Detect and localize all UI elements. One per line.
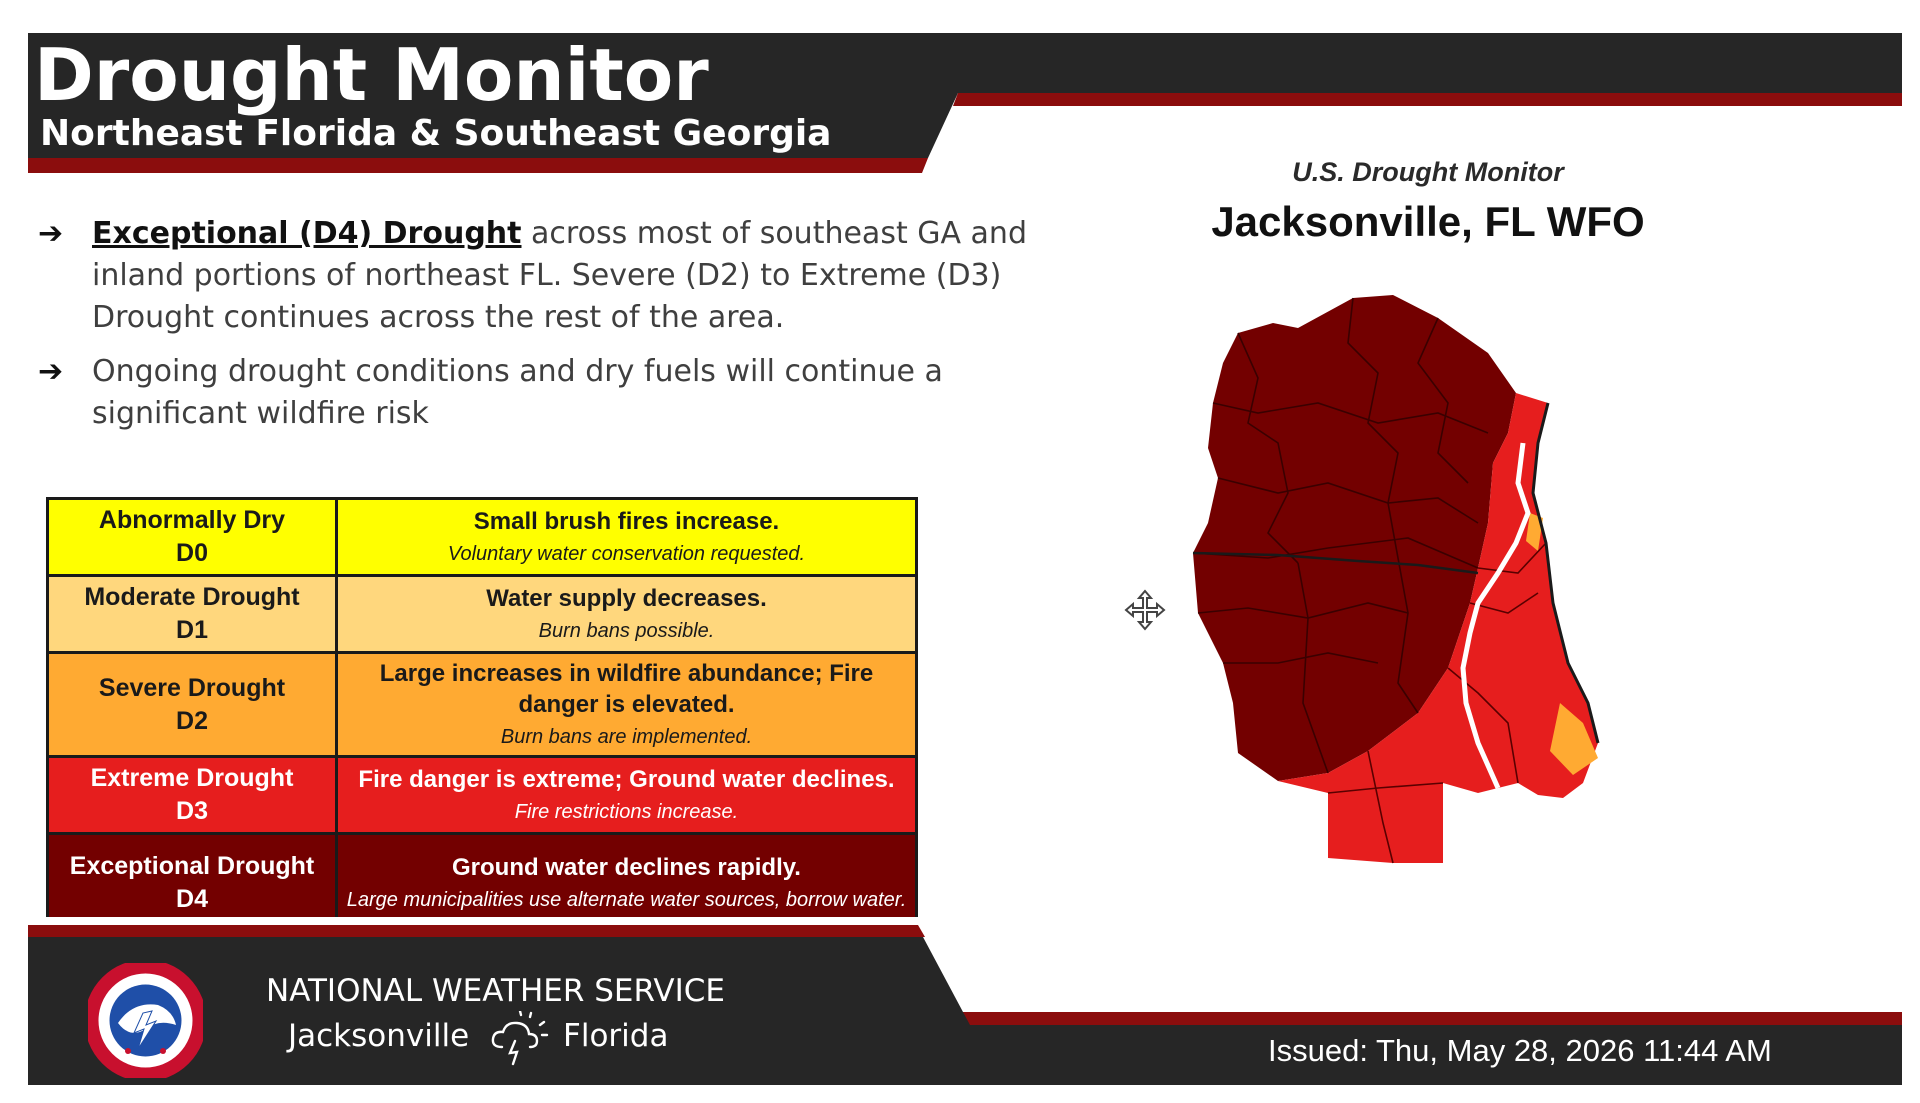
impact-effect: Fire danger is extreme; Ground water declines. bbox=[358, 766, 895, 793]
table-row bbox=[48, 757, 917, 834]
impact-cell bbox=[337, 653, 917, 757]
map-title: Jacksonville, FL WFO bbox=[1211, 198, 1645, 245]
category-name: Extreme Drought bbox=[90, 764, 294, 792]
impact-cell bbox=[337, 576, 917, 653]
office-city: Jacksonville bbox=[288, 1018, 470, 1054]
impact-note: Voluntary water conservation requested. bbox=[447, 543, 806, 565]
org-name: NATIONAL WEATHER SERVICE bbox=[266, 973, 725, 1009]
drought-category-table bbox=[46, 497, 918, 934]
category-name: Moderate Drought bbox=[84, 583, 300, 611]
impact-effect: Large increases in wildfire abundance; Fire danger is elevated. bbox=[379, 660, 874, 718]
thunderstorm-icon bbox=[488, 1011, 550, 1067]
impact-note: Burn bans possible. bbox=[538, 620, 715, 642]
category-code: D1 bbox=[176, 616, 208, 644]
category-code: D3 bbox=[176, 797, 208, 825]
move-cursor-icon[interactable] bbox=[1123, 588, 1167, 632]
page-title: Drought Monitor bbox=[34, 33, 709, 117]
category-code: D4 bbox=[176, 885, 208, 913]
bullet-item bbox=[36, 213, 1046, 339]
category-name: Exceptional Drought bbox=[69, 852, 315, 880]
slide bbox=[28, 33, 1902, 1085]
issued-timestamp: Issued: Thu, May 28, 2026 11:44 AM bbox=[1268, 1033, 1772, 1068]
impact-effect: Ground water declines rapidly. bbox=[452, 854, 801, 881]
category-code: D2 bbox=[176, 706, 208, 735]
category-name: Abnormally Dry bbox=[98, 506, 286, 534]
drought-map bbox=[1178, 283, 1648, 983]
impact-note: Large municipalities use alternate water sources, borrow water. bbox=[346, 889, 907, 911]
impact-cell bbox=[337, 757, 917, 834]
bullet-item bbox=[36, 351, 1046, 435]
category-cell bbox=[48, 757, 337, 834]
bullet-text: across most of southeast GA and inland portions of northeast FL. Severe (D2) to Extreme (D3) Drought continues across the rest of the area. bbox=[92, 216, 1027, 335]
table-row bbox=[48, 576, 917, 653]
arrow-right-icon: ➔ bbox=[38, 354, 64, 389]
nws-logo-icon bbox=[88, 963, 203, 1078]
arrow-right-icon: ➔ bbox=[38, 216, 64, 251]
category-cell bbox=[48, 653, 337, 757]
impact-note: Fire restrictions increase. bbox=[514, 801, 739, 823]
impact-effect: Water supply decreases. bbox=[486, 585, 767, 612]
category-name: Severe Drought bbox=[98, 673, 286, 702]
category-cell bbox=[48, 499, 337, 576]
bullet-text: Ongoing drought conditions and dry fuels will continue a significant wildfire risk bbox=[92, 354, 943, 431]
page-subtitle: Northeast Florida & Southeast Georgia bbox=[40, 113, 832, 154]
impact-cell bbox=[337, 499, 917, 576]
table-row bbox=[48, 499, 917, 576]
map-subtitle: U.S. Drought Monitor bbox=[1292, 157, 1564, 187]
impact-effect: Small brush fires increase. bbox=[473, 508, 780, 535]
table-row bbox=[48, 653, 917, 757]
category-cell bbox=[48, 576, 337, 653]
category-code: D0 bbox=[176, 539, 208, 567]
office-state: Florida bbox=[563, 1018, 669, 1054]
summary-bullets bbox=[36, 213, 1046, 447]
bullet-emphasis: Exceptional (D4) Drought bbox=[92, 216, 522, 251]
impact-note: Burn bans are implemented. bbox=[500, 726, 753, 748]
